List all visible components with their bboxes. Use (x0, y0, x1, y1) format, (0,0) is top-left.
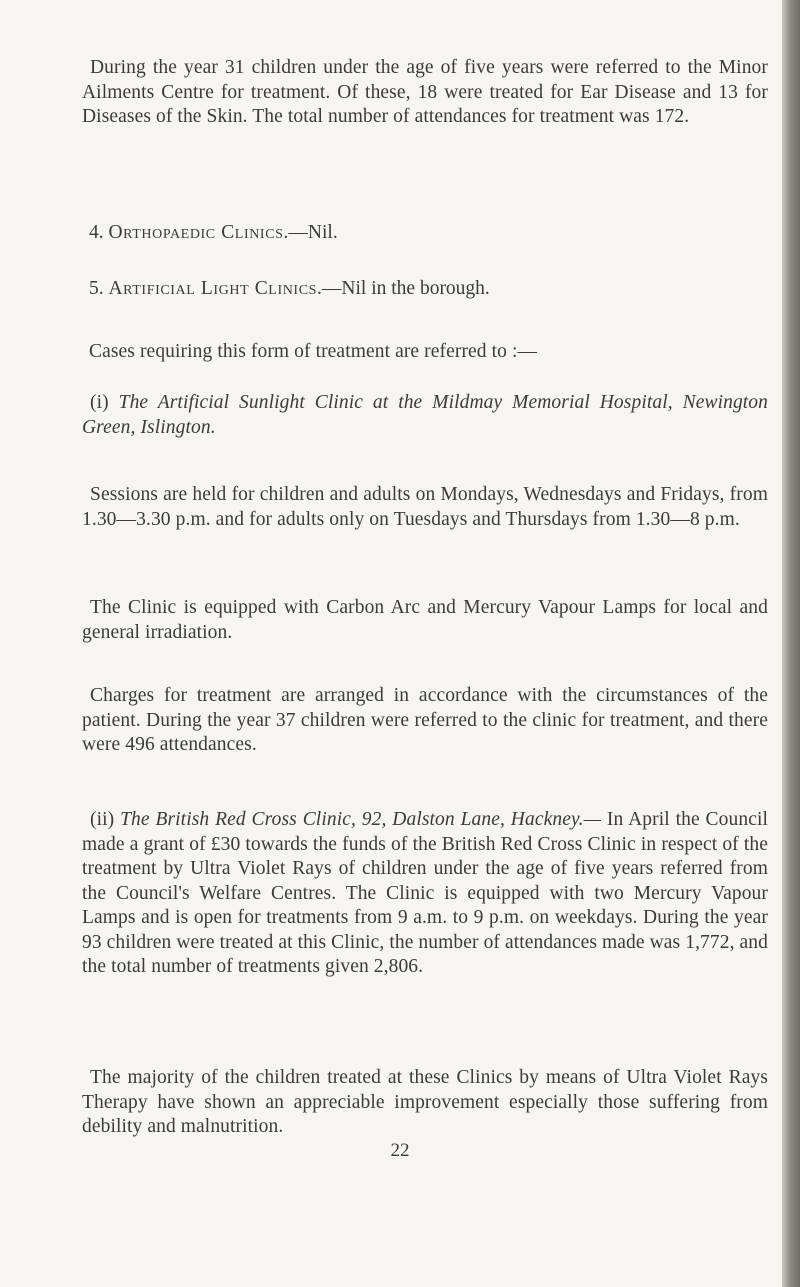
section-5-number: 5. (89, 278, 104, 299)
section-4-text: .—Nil. (283, 222, 338, 243)
page-edge-shadow (782, 0, 800, 1287)
section-4-heading (89, 221, 338, 245)
section-5-text: .—Nil in the borough. (317, 278, 490, 299)
item-2-marker: (ii) (90, 809, 121, 830)
paragraph-sessions: Sessions are held for children and adults on Mondays, Wednesdays and Fridays, from 1.30—3.30 p.m. and for adults only on Tuesdays and Thursdays from 1.30—8 p.m. (82, 484, 768, 530)
paragraph-cases: Cases requiring this form of treatment are referred to :— (89, 341, 538, 362)
paragraph-charges: Charges for treatment are arranged in accordance with the circumstances of the patient. During the year 37 children were referred to the clinic for treatment, and there were 496 attendances. (82, 685, 768, 755)
item-1-title: The Artificial Sunlight Clinic at the Mildmay Memorial Hospital, Newington Green, Islington. (82, 392, 769, 438)
item-2-title: The British Red Cross Clinic, 92, Dalston Lane, Hackney.— (120, 809, 602, 830)
paragraph-equipped: The Clinic is equipped with Carbon Arc and Mercury Vapour Lamps for local and general irradiation. (82, 597, 768, 643)
item-1-marker: (i) (90, 392, 119, 413)
section-5-title: Artificial Light Clinics (108, 278, 318, 299)
section-5-heading (89, 277, 490, 301)
paragraph-intro: During the year 31 children under the age of five years were referred to the Minor Ailments Centre for treatment. Of these, 18 were treated for Ear Disease and 13 for Diseases of the Skin. The total number of attendances for treatment was 172. (82, 57, 768, 127)
section-4-title: Orthopaedic Clinics (108, 222, 284, 243)
page-number: 22 (390, 1140, 410, 1161)
paragraph-majority: The majority of the children treated at these Clinics by means of Ultra Violet Rays Therapy have shown an appreciable improvement especially those suffering from debility and malnutrition. (82, 1067, 768, 1137)
item-1-heading (82, 391, 768, 440)
item-2-text: In April the Council made a grant of £30 towards the funds of the British Red Cross Clinic in respect of the treatment by Ultra Violet Rays of children under the age of five years referred from the Council's Welfare Centres. The Clinic is equipped with two Mercury Vapour Lamps and is open for treatments from 9 a.m. to 9 p.m. on weekdays. During the year 93 children were treated at this Clinic, the number of attendances made was 1,772, and the total number of treatments given 2,806. (82, 809, 769, 977)
section-4-number: 4. (89, 222, 104, 243)
item-2-paragraph (82, 808, 768, 980)
